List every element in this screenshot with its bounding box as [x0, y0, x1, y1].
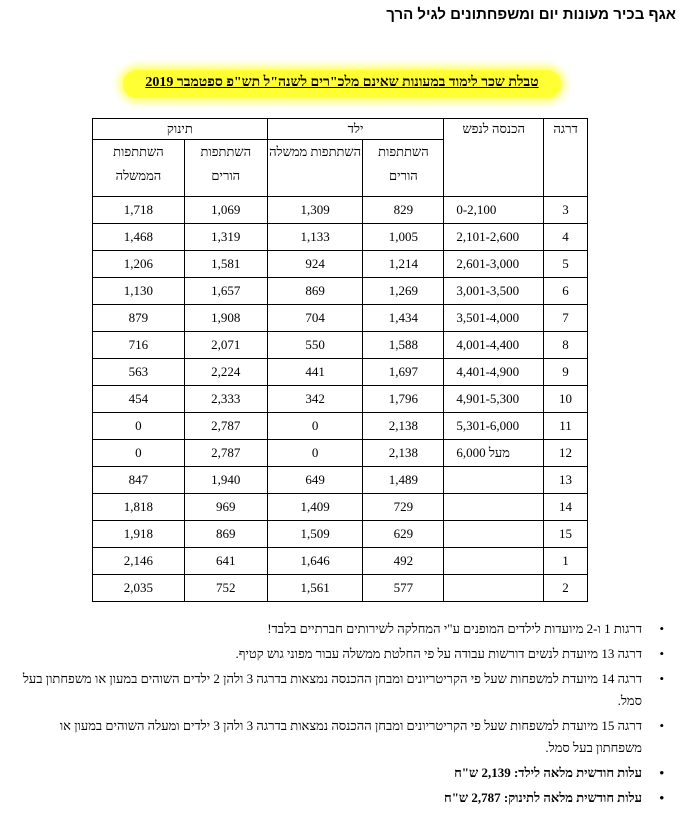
cell-infant-parents: 869	[184, 521, 267, 548]
note-item	[12, 787, 672, 809]
cell-child-parents: 1,214	[363, 251, 444, 278]
cell-infant-parents: 1,940	[184, 467, 267, 494]
cell-level: 13	[544, 467, 588, 494]
cell-income: 5,301-6,000	[444, 413, 544, 440]
cell-child-gov: 869	[267, 278, 363, 305]
note-text: עלות חודשית מלאה לתינוק: 2,787 ש"ח	[444, 790, 642, 805]
cell-child-gov: 441	[267, 359, 363, 386]
cell-infant-gov: 1,818	[93, 494, 185, 521]
cell-child-parents: 1,697	[363, 359, 444, 386]
table-header-row	[93, 119, 588, 140]
cell-level: 15	[544, 521, 588, 548]
table-row	[93, 251, 588, 278]
bullet-icon: •	[659, 621, 664, 636]
col-header-infant: תינוק	[93, 119, 268, 140]
cell-infant-parents: 2,224	[184, 359, 267, 386]
cell-infant-parents: 2,787	[184, 440, 267, 467]
cell-infant-gov: 454	[93, 386, 185, 413]
cell-infant-gov: 847	[93, 467, 185, 494]
cell-child-parents: 1,489	[363, 467, 444, 494]
table-title: טבלת שכר לימוד במעונות שאינם מלכ"רים לשנה"ל תש"פ ספטמבר 2019	[123, 70, 560, 98]
cell-income	[444, 467, 544, 494]
cell-child-parents: 2,138	[363, 440, 444, 467]
cell-income	[444, 548, 544, 575]
cell-level: 8	[544, 332, 588, 359]
cell-income: 2,601-3,000	[444, 251, 544, 278]
cell-infant-gov: 1,130	[93, 278, 185, 305]
cell-infant-gov: 563	[93, 359, 185, 386]
cell-child-gov: 0	[267, 413, 363, 440]
cell-infant-parents: 2,333	[184, 386, 267, 413]
note-text: דרגות 1 ו-2 מיועדות לילדים המופנים ע"י המחלקה לשירותים חברתיים בלבד!	[267, 621, 642, 636]
bullet-icon: •	[659, 718, 664, 733]
cell-infant-gov: 0	[93, 440, 185, 467]
cell-level: 10	[544, 386, 588, 413]
note-text: דרגה 14 מיועדת למשפחות שעל פי הקריטריונים ומבחן ההכנסה נמצאות בדרגה 3 ולהן 2 ילדים השוהים במעון או משפחתון בעל סמל.	[22, 671, 642, 708]
col-header-level: דרגה	[544, 119, 588, 197]
cell-income: מעל 6,000	[444, 440, 544, 467]
subheader-child-parents: השתתפות הורים	[363, 140, 444, 197]
cell-child-parents: 1,005	[363, 224, 444, 251]
page-header: אגף בכיר מעונות יום ומשפחתונים לגיל הרך	[386, 6, 676, 23]
tuition-table	[92, 118, 588, 602]
cell-level: 1	[544, 548, 588, 575]
table-body	[93, 197, 588, 602]
cell-income: 2,101-2,600	[444, 224, 544, 251]
cell-income	[444, 494, 544, 521]
table-row	[93, 494, 588, 521]
cell-level: 5	[544, 251, 588, 278]
cell-child-parents: 629	[363, 521, 444, 548]
cell-income: 4,901-5,300	[444, 386, 544, 413]
cell-income: 4,001-4,400	[444, 332, 544, 359]
cell-child-gov: 924	[267, 251, 363, 278]
table-row	[93, 386, 588, 413]
note-text: דרגה 15 מיועדת למשפחות שעל פי הקריטריונים ומבחן ההכנסה נמצאות בדרגה 3 ולהן 3 ילדים ומעלה השוהים במעון או משפחתון בעל סמל.	[59, 718, 642, 755]
cell-child-parents: 1,796	[363, 386, 444, 413]
cell-child-gov: 550	[267, 332, 363, 359]
note-item	[12, 762, 672, 784]
cell-child-gov: 1,509	[267, 521, 363, 548]
cell-child-gov: 1,561	[267, 575, 363, 602]
cell-income: 4,401-4,900	[444, 359, 544, 386]
table-row	[93, 521, 588, 548]
table-row	[93, 305, 588, 332]
cell-income	[444, 575, 544, 602]
cell-child-parents: 2,138	[363, 413, 444, 440]
subheader-child-gov: השתתפות ממשלה	[267, 140, 363, 197]
cell-infant-parents: 1,069	[184, 197, 267, 224]
cell-infant-parents: 752	[184, 575, 267, 602]
cell-child-parents: 829	[363, 197, 444, 224]
cell-infant-parents: 2,787	[184, 413, 267, 440]
cell-child-parents: 1,434	[363, 305, 444, 332]
cell-child-parents: 1,269	[363, 278, 444, 305]
cell-level: 14	[544, 494, 588, 521]
cell-child-gov: 1,309	[267, 197, 363, 224]
cell-infant-gov: 2,146	[93, 548, 185, 575]
cell-infant-parents: 969	[184, 494, 267, 521]
cell-level: 2	[544, 575, 588, 602]
col-header-child: ילד	[267, 119, 444, 140]
cell-child-parents: 1,588	[363, 332, 444, 359]
cell-infant-parents: 1,657	[184, 278, 267, 305]
table-row	[93, 224, 588, 251]
cell-level: 11	[544, 413, 588, 440]
cell-infant-gov: 0	[93, 413, 185, 440]
cell-infant-parents: 2,071	[184, 332, 267, 359]
table-row	[93, 575, 588, 602]
cell-child-gov: 1,646	[267, 548, 363, 575]
cell-level: 12	[544, 440, 588, 467]
table-row	[93, 197, 588, 224]
cell-child-parents: 729	[363, 494, 444, 521]
table-title-wrapper	[0, 70, 684, 98]
subheader-infant-parents: השתתפות הורים	[184, 140, 267, 197]
note-item	[12, 618, 672, 640]
bullet-icon: •	[659, 646, 664, 661]
note-text: עלות חודשית מלאה לילד: 2,139 ש"ח	[454, 765, 642, 780]
cell-infant-parents: 1,581	[184, 251, 267, 278]
cell-infant-parents: 1,908	[184, 305, 267, 332]
cell-child-gov: 649	[267, 467, 363, 494]
bullet-icon: •	[659, 671, 664, 686]
table-row	[93, 467, 588, 494]
cell-child-gov: 0	[267, 440, 363, 467]
cell-income	[444, 521, 544, 548]
cell-infant-gov: 1,918	[93, 521, 185, 548]
cell-child-gov: 1,133	[267, 224, 363, 251]
note-text: דרגה 13 מיועדת לנשים דורשות עבודה על פי החלטת ממשלה עבור מפוני גוש קטיף.	[235, 646, 642, 661]
cell-level: 6	[544, 278, 588, 305]
cell-level: 4	[544, 224, 588, 251]
note-item	[12, 643, 672, 665]
table-row	[93, 548, 588, 575]
cell-infant-parents: 641	[184, 548, 267, 575]
cell-level: 9	[544, 359, 588, 386]
cell-child-gov: 342	[267, 386, 363, 413]
cell-infant-gov: 879	[93, 305, 185, 332]
bullet-icon: •	[659, 790, 664, 805]
cell-infant-gov: 1,718	[93, 197, 185, 224]
note-item	[12, 668, 672, 712]
cell-level: 3	[544, 197, 588, 224]
notes-list	[12, 618, 672, 812]
cell-income: 3,001-3,500	[444, 278, 544, 305]
table-row	[93, 413, 588, 440]
subheader-infant-gov: השתתפות הממשלה	[93, 140, 185, 197]
cell-income: 0-2,100	[444, 197, 544, 224]
col-header-income: הכנסה לנפש	[444, 119, 544, 197]
cell-child-parents: 577	[363, 575, 444, 602]
table-row	[93, 278, 588, 305]
cell-level: 7	[544, 305, 588, 332]
cell-child-parents: 492	[363, 548, 444, 575]
cell-infant-gov: 716	[93, 332, 185, 359]
table-row	[93, 332, 588, 359]
cell-infant-parents: 1,319	[184, 224, 267, 251]
cell-infant-gov: 1,206	[93, 251, 185, 278]
cell-income: 3,501-4,000	[444, 305, 544, 332]
table-row	[93, 440, 588, 467]
cell-infant-gov: 2,035	[93, 575, 185, 602]
note-item	[12, 715, 672, 759]
cell-child-gov: 704	[267, 305, 363, 332]
cell-child-gov: 1,409	[267, 494, 363, 521]
bullet-icon: •	[659, 765, 664, 780]
table-row	[93, 359, 588, 386]
cell-infant-gov: 1,468	[93, 224, 185, 251]
